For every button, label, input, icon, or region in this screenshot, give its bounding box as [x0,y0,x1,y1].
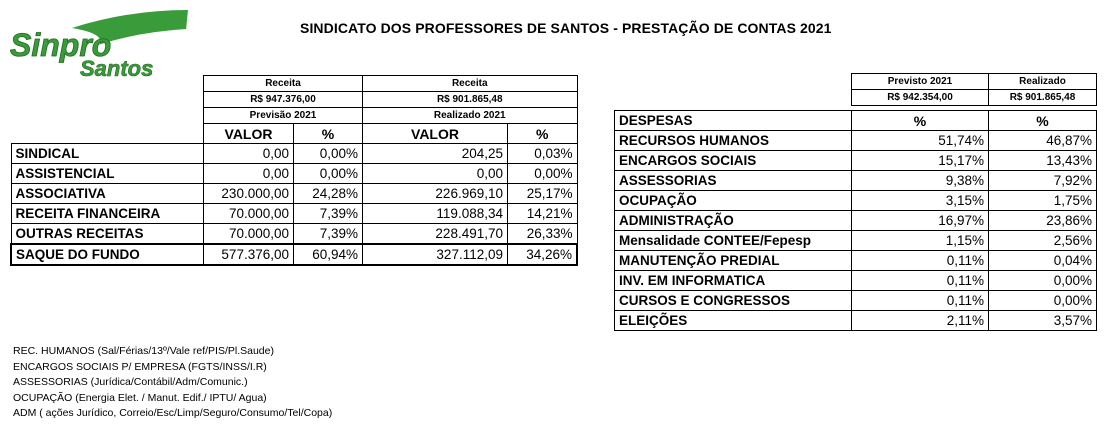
despesa-previsto-pct: 3,15% [852,191,989,211]
despesa-category: ELEIÇÕES [615,311,852,331]
prev-pct: 7,39% [294,204,363,224]
table-row [615,311,1097,331]
real-pct: 26,33% [508,224,578,245]
realizado-label: Realizado 2021 [363,108,578,124]
receita-total-realizado: R$ 901.865,48 [363,92,578,108]
despesa-previsto-pct: 0,11% [852,251,989,271]
col-header-pct-previsto: % [294,124,363,144]
despesa-realizado-pct: 0,00% [989,271,1097,291]
table-row [11,144,577,164]
real-pct: 25,17% [508,184,578,204]
despesa-previsto-pct: 9,38% [852,171,989,191]
table-row [11,76,577,92]
col-header-valor-realizado: VALOR [363,124,508,144]
real-pct: 0,03% [508,144,578,164]
table-row [615,171,1097,191]
logo-text-santos: Santos [80,56,154,78]
footnote-line: REC. HUMANOS (Sal/Férias/13º/Vale ref/PIS/Pl.Saude) [13,345,274,357]
despesa-realizado-pct: 23,86% [989,211,1097,231]
table-row [615,211,1097,231]
footnotes [13,344,332,422]
table-row [11,184,577,204]
receita-total-previsto: R$ 947.376,00 [204,92,363,108]
table-row [11,224,577,245]
despesa-realizado-pct: 7,92% [989,171,1097,191]
receita-category: SAQUE DO FUNDO [11,244,204,265]
prev-valor: 70.000,00 [204,224,294,245]
previsao-label: Previsão 2021 [204,108,363,124]
despesa-previsto-pct: 16,97% [852,211,989,231]
real-valor: 327.112,09 [363,244,508,265]
table-row [11,164,577,184]
table-row [615,271,1097,291]
table-row [615,251,1097,271]
table-row [615,90,1097,106]
prev-pct: 7,39% [294,224,363,245]
despesa-realizado-pct: 0,04% [989,251,1097,271]
despesa-category: Mensalidade CONTEE/Fepesp [615,231,852,251]
despesa-realizado-pct: 13,43% [989,151,1097,171]
despesa-category: RECURSOS HUMANOS [615,131,852,151]
table-row [11,124,577,144]
footnote-line: ASSESSORIAS (Jurídica/Contábil/Adm/Comunic.) [13,376,248,389]
prev-pct: 60,94% [294,244,363,265]
receita-header-realizado: Receita [363,76,578,92]
receita-category: ASSISTENCIAL [11,164,204,184]
receitas-table [10,75,578,266]
despesa-total-previsto: R$ 942.354,00 [852,90,989,106]
receita-category: ASSOCIATIVA [11,184,204,204]
table-row [11,244,577,265]
receita-category: SINDICAL [11,144,204,164]
table-row [615,111,1097,131]
despesa-realizado-pct: 2,56% [989,231,1097,251]
despesa-realizado-pct: 3,57% [989,311,1097,331]
col-header-pct-realizado: % [989,111,1097,131]
despesa-realizado-pct: 1,75% [989,191,1097,211]
table-row [615,191,1097,211]
prev-pct: 0,00% [294,144,363,164]
col-header-pct-realizado: % [508,124,578,144]
table-row [615,291,1097,311]
prev-pct: 0,00% [294,164,363,184]
table-row [615,151,1097,171]
despesa-previsto-pct: 0,11% [852,291,989,311]
despesa-category: INV. EM INFORMATICA [615,271,852,291]
receita-header-previsto: Receita [204,76,363,92]
real-pct: 34,26% [508,244,578,265]
col-header-valor-previsto: VALOR [204,124,294,144]
despesa-realizado-pct: 46,87% [989,131,1097,151]
despesa-total-realizado: R$ 901.865,48 [989,90,1097,106]
real-valor: 226.969,10 [363,184,508,204]
logo-graphic [8,6,193,78]
receita-category: RECEITA FINANCEIRA [11,204,204,224]
real-valor: 228.491,70 [363,224,508,245]
despesa-previsto-pct: 0,11% [852,271,989,291]
despesa-category: ASSESSORIAS [615,171,852,191]
real-pct: 0,00% [508,164,578,184]
despesa-category: MANUTENÇÃO PREDIAL [615,251,852,271]
footnote-line: ADM ( ações Jurídico, Correio/Esc/Limp/Seguro/Consumo/Tel/Copa) [13,407,333,420]
real-pct: 14,21% [508,204,578,224]
page-title: SINDICATO DOS PROFESSORES DE SANTOS - PRESTAÇÃO DE CONTAS 2021 [300,20,832,36]
despesa-previsto-pct: 1,15% [852,231,989,251]
despesa-previsto-pct: 51,74% [852,131,989,151]
footnote-line: OCUPAÇÃO (Energia Elet. / Manut. Edif./ IPTU/ Agua) [13,391,267,404]
table-row [11,92,577,108]
table-row [615,74,1097,90]
prev-valor: 0,00 [204,164,294,184]
prev-valor: 70.000,00 [204,204,294,224]
table-row [615,231,1097,251]
despesa-previsto-label: Previsto 2021 [852,74,989,90]
prev-pct: 24,28% [294,184,363,204]
despesa-realizado-pct: 0,00% [989,291,1097,311]
col-header-pct-previsto: % [852,111,989,131]
despesa-category: ADMINISTRAÇÃO [615,211,852,231]
prev-valor: 230.000,00 [204,184,294,204]
sinpro-santos-logo [8,6,193,78]
despesas-header: DESPESAS [615,111,852,131]
prev-valor: 577.376,00 [204,244,294,265]
table-row [615,131,1097,151]
despesa-realizado-label: Realizado [989,74,1097,90]
logo-text-sinpro: Sinpro [10,27,112,63]
despesa-category: ENCARGOS SOCIAIS [615,151,852,171]
footnote-line: ENCARGOS SOCIAIS P/ EMPRESA (FGTS/INSS/I.R) [13,360,267,373]
table-row [11,204,577,224]
table-row [11,108,577,124]
real-valor: 0,00 [363,164,508,184]
despesa-previsto-pct: 15,17% [852,151,989,171]
real-valor: 119.088,34 [363,204,508,224]
despesa-category: CURSOS E CONGRESSOS [615,291,852,311]
receita-category: OUTRAS RECEITAS [11,224,204,245]
despesa-previsto-pct: 2,11% [852,311,989,331]
prev-valor: 0,00 [204,144,294,164]
despesa-category: OCUPAÇÃO [615,191,852,211]
despesas-table [614,73,1097,331]
real-valor: 204,25 [363,144,508,164]
